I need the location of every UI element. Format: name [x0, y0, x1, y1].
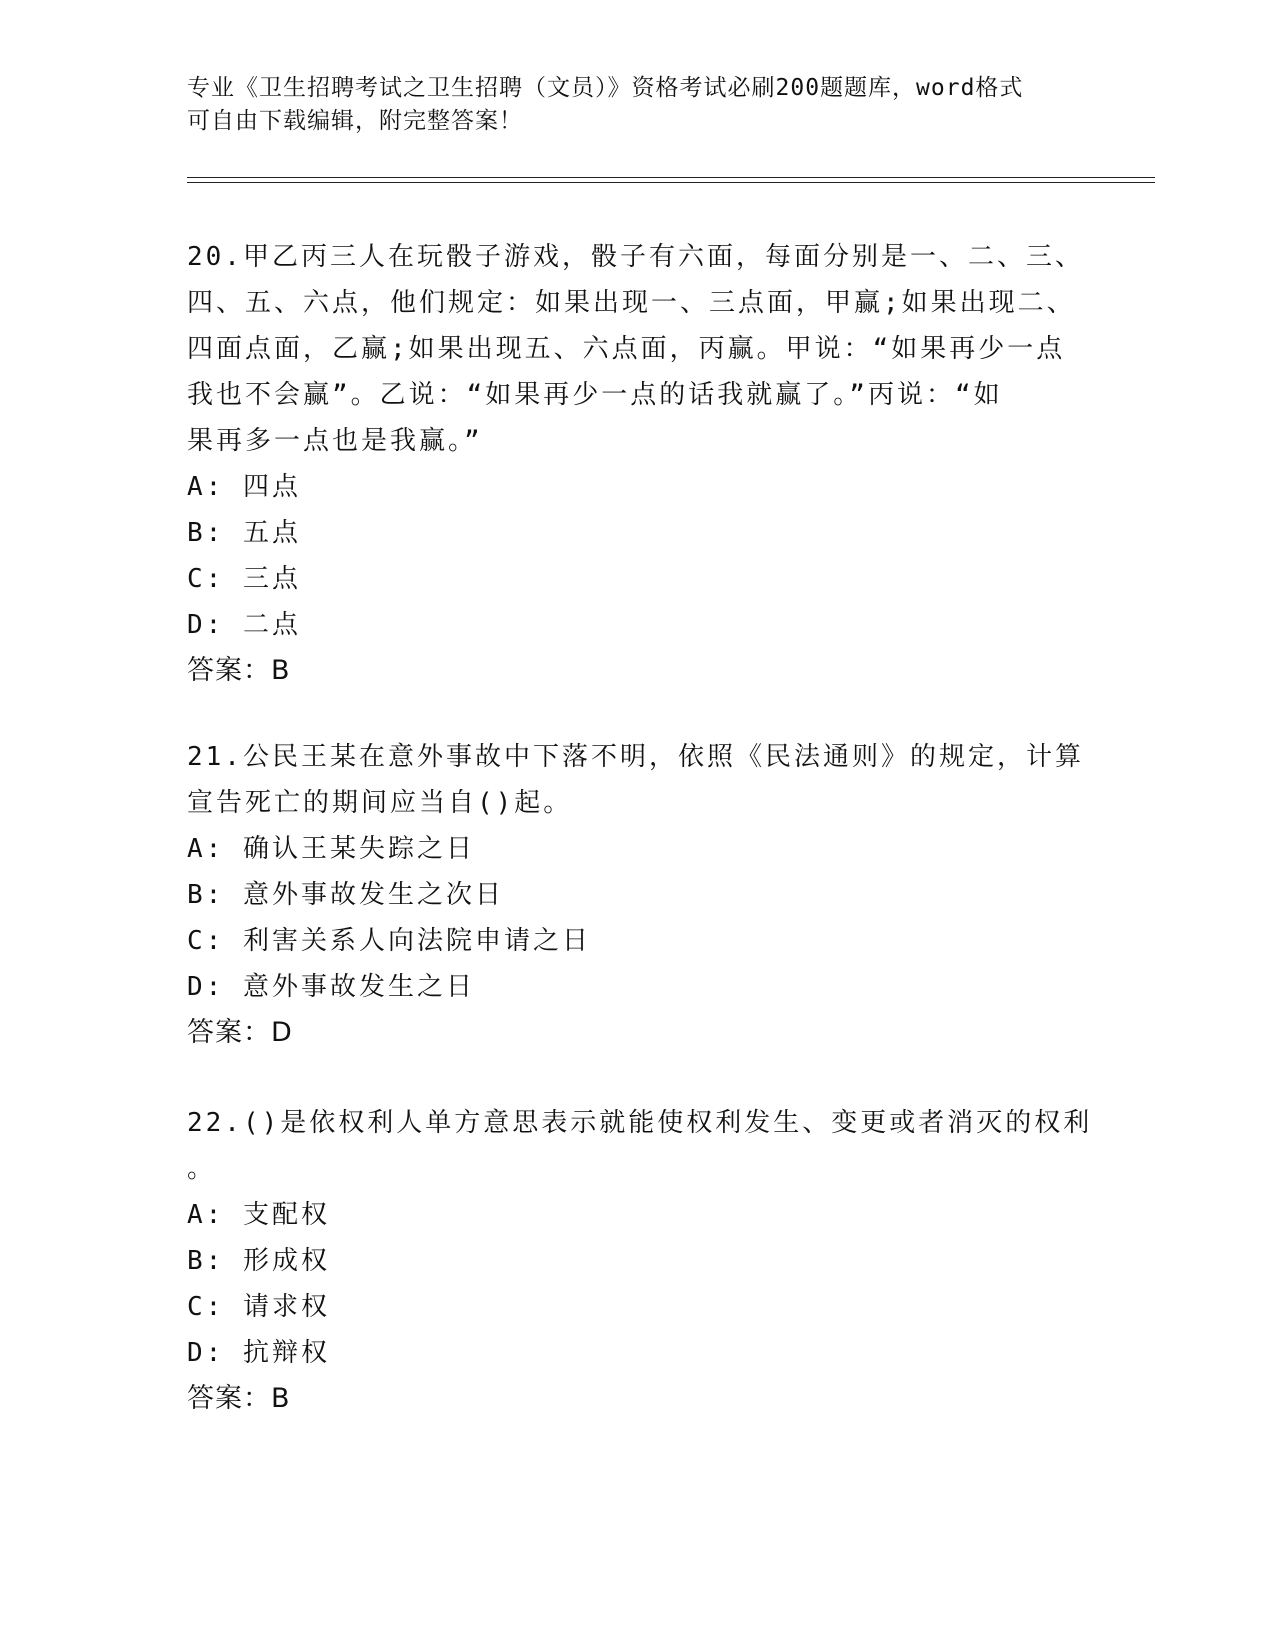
answer-line: 答案：B [187, 655, 291, 686]
option-a: A: 确认王某失踪之日 [187, 834, 475, 864]
header-divider-bottom [187, 182, 1155, 183]
option-c: C: 利害关系人向法院申请之日 [187, 926, 591, 956]
question-line: 果再多一点也是我赢。” [187, 426, 483, 456]
question-line: 我也不会赢”。乙说：“如果再少一点的话我就赢了。”丙说：“如 [187, 380, 1003, 410]
header-line-2: 可自由下载编辑，附完整答案！ [187, 108, 523, 134]
question-22 [187, 1100, 1093, 1422]
option-d: D: 抗辩权 [187, 1338, 330, 1368]
option-d: D: 意外事故发生之日 [187, 972, 475, 1002]
option-b: B: 五点 [187, 518, 301, 548]
question-text [187, 234, 1087, 464]
option-a: A: 支配权 [187, 1200, 330, 1230]
answer-line: 答案：B [187, 1383, 291, 1414]
option-b: B: 意外事故发生之次日 [187, 880, 504, 910]
option-c: C: 三点 [187, 564, 301, 594]
question-line: 四、五、六点，他们规定：如果出现一、三点面，甲赢;如果出现二、 [187, 288, 1076, 318]
option-b: B: 形成权 [187, 1246, 330, 1276]
question-line: 20.甲乙丙三人在玩骰子游戏，骰子有六面，每面分别是一、二、三、 [187, 242, 1084, 272]
option-a: A: 四点 [187, 472, 301, 502]
header-line-1: 专业《卫生招聘考试之卫生招聘（文员）》资格考试必刷200题题库，word格式 [187, 75, 1024, 101]
question-line: 四面点面，乙赢;如果出现五、六点面，丙赢。甲说：“如果再少一点 [187, 334, 1066, 364]
option-c: C: 请求权 [187, 1292, 330, 1322]
header-divider-top [187, 177, 1155, 178]
question-text [187, 734, 1087, 826]
question-line: 21.公民王某在意外事故中下落不明，依照《民法通则》的规定，计算 [187, 742, 1084, 772]
question-21 [187, 734, 1087, 1056]
answer-line: 答案：D [187, 1017, 293, 1048]
question-20 [187, 234, 1087, 694]
question-line: 22.()是依权利人单方意思表示就能使权利发生、变更或者消灭的权利 [187, 1108, 1093, 1138]
question-text [187, 1100, 1093, 1192]
question-line: 。 [187, 1154, 217, 1184]
question-line: 宣告死亡的期间应当自()起。 [187, 788, 573, 818]
document-header [187, 72, 1067, 138]
option-d: D: 二点 [187, 610, 301, 640]
